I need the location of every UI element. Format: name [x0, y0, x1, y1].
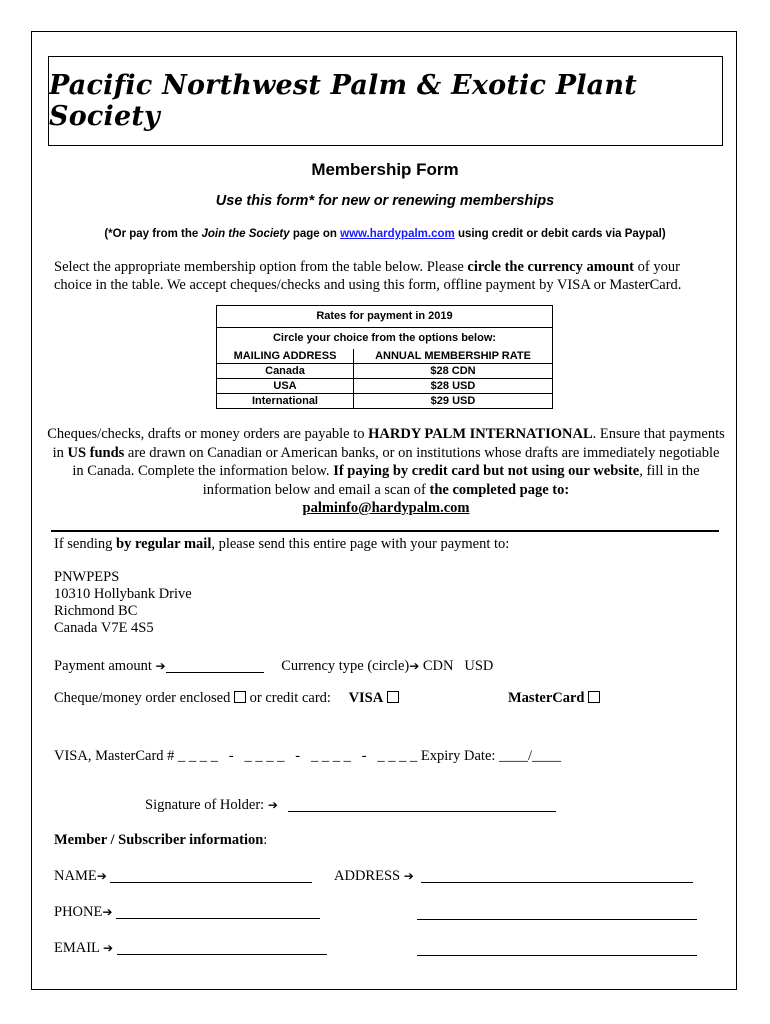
card-number-label: VISA, MasterCard # [54, 748, 179, 764]
arrow-right-icon: ➔ [409, 659, 420, 673]
form-subtitle: Use this form* for new or renewing memberships [215, 193, 555, 209]
arrow-right-icon: ➔ [102, 905, 113, 919]
payment-note [32, 228, 738, 240]
paynote-text: (*Or pay from the [104, 228, 202, 240]
credit-card-label: or credit card: [245, 690, 331, 706]
signature-label: Signature of Holder: [145, 797, 268, 813]
mailing-address [54, 569, 192, 637]
us-funds-text: US funds [67, 444, 125, 461]
contact-email[interactable]: palminfo@hardypalm.com [302, 500, 470, 516]
payment-amount-row [54, 658, 493, 675]
address-row [334, 868, 693, 885]
cheques-text: , fill in the information below and email a scan of [202, 463, 700, 498]
member-heading [54, 832, 267, 849]
rate-value-canada[interactable]: $28 CDN [354, 364, 553, 379]
email-label: EMAIL [54, 940, 103, 956]
arrow-right-icon: ➔ [155, 659, 166, 673]
arrow-right-icon: ➔ [96, 869, 107, 883]
arrow-right-icon: ➔ [403, 869, 414, 883]
address-field-line-3-row [417, 940, 697, 958]
mastercard-label: MasterCard [508, 690, 585, 706]
section-divider [51, 530, 719, 532]
rates-subheading: Circle your choice from the options below: [217, 328, 553, 350]
phone-row [54, 904, 320, 921]
regular-mail-text: by regular mail [116, 536, 212, 552]
address-line: Richmond BC [54, 603, 138, 619]
paynote-text: using credit or debit cards via Paypal) [454, 228, 666, 240]
member-heading-text: Member / Subscriber information [54, 832, 264, 848]
name-row [54, 868, 312, 885]
address-label: ADDRESS [334, 868, 404, 884]
paynote-text: page on [289, 228, 341, 240]
address-field-line-3[interactable] [417, 941, 697, 956]
form-page [31, 31, 737, 990]
intro-bold: circle the currency amount [467, 259, 634, 275]
intro-text: of your choice in the table. We accept cheques/checks and using this form, offline payment by VISA or MasterCard. [54, 259, 682, 293]
rate-region-canada: Canada [217, 364, 354, 379]
mail-instructions [54, 536, 509, 553]
credit-card-note: If paying by credit card but not using our website [333, 463, 640, 479]
signature-row [145, 797, 556, 814]
form-title: Membership Form [311, 160, 459, 179]
rate-value-international[interactable]: $29 USD [354, 394, 553, 409]
name-field[interactable] [110, 868, 312, 883]
completed-page-note: the completed page to: [429, 481, 570, 498]
email-row [54, 940, 327, 957]
address-line: PNWPEPS [54, 569, 120, 585]
title-box [48, 56, 723, 146]
signature-field[interactable] [288, 797, 556, 812]
cheques-text: . Ensure that payments in [52, 426, 725, 461]
rate-region-usa: USA [217, 379, 354, 394]
expiry-field[interactable]: ____/____ [499, 748, 562, 764]
address-field-line-2-row [417, 904, 697, 922]
society-title: Pacific Northwest Palm & Exotic Plant Society [49, 70, 637, 132]
payment-amount-label: Payment amount [54, 658, 156, 674]
col-header-mailing: MAILING ADDRESS [217, 349, 354, 364]
rates-heading: Rates for payment in 2019 [217, 306, 553, 328]
cheques-paragraph [46, 425, 726, 518]
mastercard-option [508, 690, 600, 707]
address-field-line-2[interactable] [417, 905, 697, 920]
payee-name: HARDY PALM INTERNATIONAL [368, 426, 593, 442]
email-field[interactable] [117, 940, 327, 955]
currency-type-label: Currency type (circle) [281, 658, 410, 674]
phone-label: PHONE [54, 904, 103, 920]
card-number-field[interactable]: _ _ _ _ - _ _ _ _ - _ _ _ _ - _ _ _ _ [178, 748, 418, 764]
intro-text: Select the appropriate membership option from the table below. Please [54, 259, 468, 275]
cheques-text: are drawn on Canadian or American banks, or on institutions whose drafts are immediately negotiable in Canada. Complete the information below. [72, 444, 720, 479]
rate-region-international: International [217, 394, 354, 409]
rate-value-usa[interactable]: $28 USD [354, 379, 553, 394]
address-line: Canada V7E 4S5 [54, 620, 154, 636]
member-heading-colon: : [263, 832, 268, 848]
cheque-label: Cheque/money order enclosed [54, 690, 234, 706]
payment-method-row [54, 690, 399, 707]
checkbox-icon[interactable] [387, 691, 399, 703]
address-line: 10310 Hollybank Drive [54, 586, 192, 602]
arrow-right-icon: ➔ [103, 941, 114, 955]
website-link[interactable]: www.hardypalm.com [340, 228, 455, 240]
cheques-text: Cheques/checks, drafts or money orders are payable to [47, 426, 369, 442]
checkbox-icon[interactable] [588, 691, 600, 703]
mail-text: , please send this entire page with your payment to: [211, 536, 510, 552]
join-society-text: Join the Society [201, 228, 290, 240]
col-header-rate: ANNUAL MEMBERSHIP RATE [354, 349, 553, 364]
name-label: NAME [54, 868, 97, 884]
payment-amount-field[interactable] [166, 658, 264, 673]
arrow-right-icon: ➔ [267, 798, 278, 812]
card-number-row [54, 748, 561, 765]
address-field[interactable] [421, 868, 693, 883]
expiry-label: Expiry Date: [417, 748, 500, 764]
mail-text: If sending [54, 536, 117, 552]
checkbox-icon[interactable] [234, 691, 246, 703]
rates-table [216, 305, 553, 409]
visa-label: VISA [348, 690, 384, 706]
intro-paragraph [54, 258, 719, 294]
currency-options[interactable]: CDN USD [422, 658, 494, 674]
phone-field[interactable] [116, 904, 320, 919]
